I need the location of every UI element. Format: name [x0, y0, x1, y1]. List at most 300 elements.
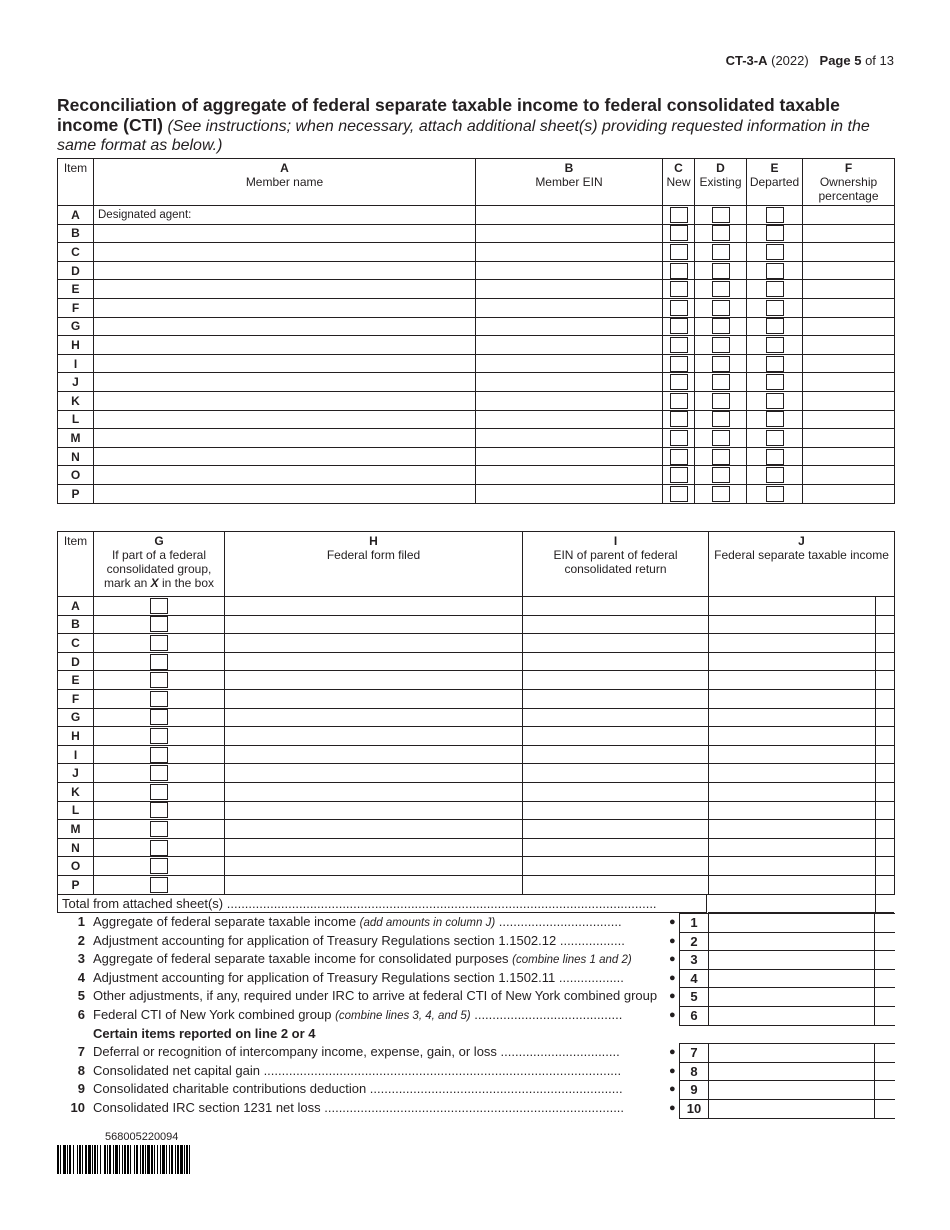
- federal-income-table: [57, 531, 895, 895]
- line-amount-field[interactable]: [708, 1080, 874, 1100]
- line-leader-dots: ......................................................................: [366, 1081, 623, 1097]
- ownership-percentage-field[interactable]: [803, 354, 895, 373]
- federal-row: [58, 875, 895, 894]
- member-ein-field[interactable]: [476, 373, 663, 392]
- line-text: Federal CTI of New York combined group: [93, 1006, 336, 1022]
- member-row: [58, 317, 895, 336]
- federal-income-table-body: [58, 597, 895, 895]
- existing-checkbox[interactable]: [712, 374, 730, 390]
- federal-form-field[interactable]: [225, 634, 523, 653]
- separate-income-field[interactable]: [709, 875, 876, 894]
- line-amount-field[interactable]: [708, 969, 874, 989]
- separate-income-cents[interactable]: [876, 615, 895, 634]
- departed-checkbox[interactable]: [766, 467, 784, 483]
- cell-existing: [695, 317, 747, 336]
- cell-departed: [747, 354, 803, 373]
- cell-existing: [695, 298, 747, 317]
- separate-income-field[interactable]: [709, 671, 876, 690]
- cell-departed: [747, 280, 803, 299]
- cell-departed: [747, 336, 803, 355]
- member-name-field[interactable]: [94, 336, 476, 355]
- separate-income-cents[interactable]: [876, 745, 895, 764]
- line-amount-field[interactable]: [708, 932, 874, 952]
- existing-checkbox[interactable]: [712, 263, 730, 279]
- line-amount-field[interactable]: [708, 1062, 874, 1082]
- line-description: [93, 1080, 683, 1100]
- line-text: Consolidated IRC section 1231 net loss: [93, 1099, 321, 1115]
- member-name-field[interactable]: [94, 298, 476, 317]
- line-description: [93, 1062, 683, 1082]
- member-ein-field[interactable]: [476, 206, 663, 225]
- parent-ein-field[interactable]: [523, 857, 709, 876]
- row-letter: B: [58, 615, 94, 634]
- line-cents-field[interactable]: [874, 1099, 895, 1119]
- federal-form-field[interactable]: [225, 875, 523, 894]
- member-name-field[interactable]: [94, 373, 476, 392]
- member-name-field[interactable]: [94, 447, 476, 466]
- consolidated-group-checkbox[interactable]: [150, 672, 168, 688]
- consolidated-group-checkbox[interactable]: [150, 784, 168, 800]
- separate-income-cents[interactable]: [876, 764, 895, 783]
- existing-checkbox[interactable]: [712, 207, 730, 223]
- new-checkbox[interactable]: [670, 300, 688, 316]
- line-amount-field[interactable]: [708, 1043, 874, 1063]
- existing-checkbox[interactable]: [712, 318, 730, 334]
- separate-income-field[interactable]: [709, 838, 876, 857]
- existing-checkbox[interactable]: [712, 337, 730, 353]
- cell-new: [663, 224, 695, 243]
- cell-consolidated-group: [94, 875, 225, 894]
- member-name-field[interactable]: [94, 317, 476, 336]
- parent-ein-field[interactable]: [523, 875, 709, 894]
- bullet-icon: ●: [669, 1046, 676, 1059]
- row-letter: H: [58, 336, 94, 355]
- consolidated-group-checkbox[interactable]: [150, 858, 168, 874]
- ownership-percentage-field[interactable]: [803, 429, 895, 448]
- new-checkbox[interactable]: [670, 244, 688, 260]
- existing-checkbox[interactable]: [712, 486, 730, 502]
- row-letter: F: [58, 298, 94, 317]
- federal-form-field[interactable]: [225, 857, 523, 876]
- separate-income-field[interactable]: [709, 615, 876, 634]
- members-table-body: [58, 206, 895, 504]
- line-note: (combine lines 3, 4, and 5): [335, 1009, 471, 1022]
- departed-checkbox[interactable]: [766, 225, 784, 241]
- existing-checkbox[interactable]: [712, 411, 730, 427]
- line-number: 9: [77, 1081, 85, 1097]
- federal-form-field[interactable]: [225, 671, 523, 690]
- parent-ein-field[interactable]: [523, 745, 709, 764]
- parent-ein-field[interactable]: [523, 671, 709, 690]
- parent-ein-field[interactable]: [523, 689, 709, 708]
- ownership-percentage-field[interactable]: [803, 484, 895, 503]
- consolidated-group-checkbox[interactable]: [150, 616, 168, 632]
- existing-checkbox[interactable]: [712, 467, 730, 483]
- line-9: [57, 1080, 894, 1099]
- parent-ein-field[interactable]: [523, 615, 709, 634]
- consolidated-group-checkbox[interactable]: [150, 598, 168, 614]
- cell-departed: [747, 298, 803, 317]
- cell-departed: [747, 410, 803, 429]
- page-header: [726, 53, 894, 68]
- member-ein-field[interactable]: [476, 243, 663, 262]
- member-ein-field[interactable]: [476, 317, 663, 336]
- existing-checkbox[interactable]: [712, 430, 730, 446]
- row-letter: J: [58, 373, 94, 392]
- member-name-field[interactable]: [94, 243, 476, 262]
- federal-row: [58, 838, 895, 857]
- member-row: [58, 391, 895, 410]
- separate-income-field[interactable]: [709, 597, 876, 616]
- parent-ein-field[interactable]: [523, 764, 709, 783]
- member-name-field[interactable]: [94, 391, 476, 410]
- separate-income-field[interactable]: [709, 801, 876, 820]
- cell-consolidated-group: [94, 838, 225, 857]
- bullet-icon: ●: [669, 990, 676, 1003]
- new-checkbox[interactable]: [670, 486, 688, 502]
- separate-income-cents[interactable]: [876, 652, 895, 671]
- cell-new: [663, 484, 695, 503]
- new-checkbox[interactable]: [670, 318, 688, 334]
- line-box-number: 10: [679, 1099, 709, 1119]
- row-letter: P: [58, 484, 94, 503]
- line-leader-dots: ..................................: [495, 914, 622, 929]
- row-letter: K: [58, 391, 94, 410]
- separate-income-cents[interactable]: [876, 727, 895, 746]
- departed-checkbox[interactable]: [766, 374, 784, 390]
- barcode: [57, 1145, 192, 1174]
- federal-row: [58, 652, 895, 671]
- new-checkbox[interactable]: [670, 393, 688, 409]
- member-ein-field[interactable]: [476, 391, 663, 410]
- member-row: [58, 243, 895, 262]
- row-letter: F: [58, 689, 94, 708]
- cell-departed: [747, 261, 803, 280]
- member-ein-field[interactable]: [476, 224, 663, 243]
- departed-checkbox[interactable]: [766, 281, 784, 297]
- consolidated-group-checkbox[interactable]: [150, 728, 168, 744]
- separate-income-cents[interactable]: [876, 671, 895, 690]
- departed-checkbox[interactable]: [766, 449, 784, 465]
- member-name-field[interactable]: [94, 429, 476, 448]
- departed-checkbox[interactable]: [766, 207, 784, 223]
- separate-income-cents[interactable]: [876, 875, 895, 894]
- col-a-header: A Member name: [94, 159, 476, 206]
- departed-checkbox[interactable]: [766, 300, 784, 316]
- line-6: [57, 1006, 894, 1025]
- new-checkbox[interactable]: [670, 337, 688, 353]
- total-attached-amount[interactable]: [708, 894, 894, 913]
- existing-checkbox[interactable]: [712, 281, 730, 297]
- line-box-number: 7: [679, 1043, 709, 1063]
- departed-checkbox[interactable]: [766, 411, 784, 427]
- col-h-header: H Federal form filed: [225, 532, 523, 597]
- new-checkbox[interactable]: [670, 374, 688, 390]
- ownership-percentage-field[interactable]: [803, 317, 895, 336]
- bullet-icon: ●: [669, 1064, 676, 1077]
- federal-form-field[interactable]: [225, 801, 523, 820]
- existing-checkbox[interactable]: [712, 356, 730, 372]
- ownership-percentage-field[interactable]: [803, 224, 895, 243]
- separate-income-cents[interactable]: [876, 597, 895, 616]
- separate-income-cents[interactable]: [876, 820, 895, 839]
- line-cents-field[interactable]: [874, 932, 895, 952]
- member-name-field[interactable]: [94, 410, 476, 429]
- federal-form-field[interactable]: [225, 689, 523, 708]
- member-ein-field[interactable]: [476, 354, 663, 373]
- separate-income-cents[interactable]: [876, 838, 895, 857]
- consolidated-group-checkbox[interactable]: [150, 691, 168, 707]
- departed-checkbox[interactable]: [766, 318, 784, 334]
- separate-income-field[interactable]: [709, 727, 876, 746]
- line-box-number: 4: [679, 969, 709, 989]
- new-checkbox[interactable]: [670, 225, 688, 241]
- federal-form-field[interactable]: [225, 615, 523, 634]
- member-ein-field[interactable]: [476, 466, 663, 485]
- total-attached-label: Total from attached sheet(s) .......................................................................................................................: [57, 894, 707, 913]
- line-amount-field[interactable]: [708, 950, 874, 970]
- cell-departed: [747, 206, 803, 225]
- line-amount-field[interactable]: [708, 987, 874, 1007]
- member-row: [58, 280, 895, 299]
- existing-checkbox[interactable]: [712, 225, 730, 241]
- line-number: 5: [77, 988, 85, 1004]
- separate-income-field[interactable]: [709, 782, 876, 801]
- cell-new: [663, 336, 695, 355]
- ownership-percentage-field[interactable]: [803, 336, 895, 355]
- consolidated-group-checkbox[interactable]: [150, 709, 168, 725]
- member-ein-field[interactable]: [476, 280, 663, 299]
- separate-income-cents[interactable]: [876, 708, 895, 727]
- consolidated-group-checkbox[interactable]: [150, 747, 168, 763]
- ownership-percentage-field[interactable]: [803, 261, 895, 280]
- member-name-field[interactable]: [94, 206, 476, 225]
- new-checkbox[interactable]: [670, 281, 688, 297]
- line-amount-field[interactable]: [708, 1099, 874, 1119]
- departed-checkbox[interactable]: [766, 356, 784, 372]
- ownership-percentage-field[interactable]: [803, 410, 895, 429]
- separate-income-field[interactable]: [709, 745, 876, 764]
- federal-form-field[interactable]: [225, 745, 523, 764]
- parent-ein-field[interactable]: [523, 634, 709, 653]
- federal-form-field[interactable]: [225, 764, 523, 783]
- bullet-icon: ●: [669, 934, 676, 947]
- consolidated-group-checkbox[interactable]: [150, 840, 168, 856]
- line-7: [57, 1043, 894, 1062]
- consolidated-group-checkbox[interactable]: [150, 654, 168, 670]
- row-letter: E: [58, 671, 94, 690]
- member-ein-field[interactable]: [476, 410, 663, 429]
- federal-row: [58, 634, 895, 653]
- line-leader-dots: ..................: [556, 932, 625, 948]
- new-checkbox[interactable]: [670, 356, 688, 372]
- new-checkbox[interactable]: [670, 449, 688, 465]
- line-amount-field[interactable]: [708, 913, 874, 933]
- row-letter: P: [58, 875, 94, 894]
- parent-ein-field[interactable]: [523, 727, 709, 746]
- federal-row: [58, 820, 895, 839]
- row-letter: L: [58, 801, 94, 820]
- ownership-percentage-field[interactable]: [803, 447, 895, 466]
- ownership-percentage-field[interactable]: [803, 298, 895, 317]
- member-ein-field[interactable]: [476, 261, 663, 280]
- barcode-bar: [190, 1145, 192, 1174]
- separate-income-field[interactable]: [709, 857, 876, 876]
- line-cents-field[interactable]: [874, 1043, 895, 1063]
- form-year: (2022): [771, 53, 809, 68]
- total-attached-cents[interactable]: [875, 894, 894, 913]
- parent-ein-field[interactable]: [523, 652, 709, 671]
- row-letter: H: [58, 727, 94, 746]
- line-cents-field[interactable]: [874, 1062, 895, 1082]
- departed-checkbox[interactable]: [766, 486, 784, 502]
- cell-existing: [695, 373, 747, 392]
- line-number: 10: [70, 1099, 85, 1115]
- cell-existing: [695, 354, 747, 373]
- line-amount-field[interactable]: [708, 1006, 874, 1026]
- row-letter: B: [58, 224, 94, 243]
- member-name-field[interactable]: [94, 354, 476, 373]
- line-number: 4: [77, 969, 85, 985]
- ownership-percentage-field[interactable]: [803, 466, 895, 485]
- federal-form-field[interactable]: [225, 708, 523, 727]
- departed-checkbox[interactable]: [766, 430, 784, 446]
- existing-checkbox[interactable]: [712, 244, 730, 260]
- row-letter: E: [58, 280, 94, 299]
- departed-checkbox[interactable]: [766, 337, 784, 353]
- line-cents-field[interactable]: [874, 987, 895, 1007]
- separate-income-field[interactable]: [709, 652, 876, 671]
- parent-ein-field[interactable]: [523, 597, 709, 616]
- departed-checkbox[interactable]: [766, 244, 784, 260]
- member-name-field[interactable]: [94, 466, 476, 485]
- federal-form-field[interactable]: [225, 652, 523, 671]
- line-note: (combine lines 1 and 2): [512, 954, 632, 967]
- bullet-icon: ●: [669, 953, 676, 966]
- bullet-icon: ●: [669, 1083, 676, 1096]
- new-checkbox[interactable]: [670, 430, 688, 446]
- line-cents-field[interactable]: [874, 950, 895, 970]
- row-letter: J: [58, 764, 94, 783]
- consolidated-group-checkbox[interactable]: [150, 821, 168, 837]
- line-box-number: 6: [679, 1006, 709, 1026]
- consolidated-group-checkbox[interactable]: [150, 635, 168, 651]
- separate-income-field[interactable]: [709, 634, 876, 653]
- member-name-field[interactable]: [94, 224, 476, 243]
- cell-existing: [695, 280, 747, 299]
- cell-consolidated-group: [94, 689, 225, 708]
- line-text: Other adjustments, if any, required under IRC to arrive at federal CTI of New York combined group: [93, 988, 658, 1004]
- consolidated-group-checkbox[interactable]: [150, 765, 168, 781]
- cell-new: [663, 206, 695, 225]
- consolidated-group-checkbox[interactable]: [150, 877, 168, 893]
- consolidated-group-checkbox[interactable]: [150, 802, 168, 818]
- member-name-field[interactable]: [94, 484, 476, 503]
- ownership-percentage-field[interactable]: [803, 243, 895, 262]
- line-cents-field[interactable]: [874, 913, 895, 933]
- cell-existing: [695, 484, 747, 503]
- line-description: [93, 932, 683, 952]
- member-name-field[interactable]: [94, 280, 476, 299]
- member-ein-field[interactable]: [476, 336, 663, 355]
- federal-row: [58, 671, 895, 690]
- col-b-header: B Member EIN: [476, 159, 663, 206]
- separate-income-cents[interactable]: [876, 782, 895, 801]
- row-letter: I: [58, 745, 94, 764]
- line-cents-field[interactable]: [874, 1080, 895, 1100]
- new-checkbox[interactable]: [670, 411, 688, 427]
- federal-form-field[interactable]: [225, 820, 523, 839]
- members-table: [57, 158, 895, 504]
- col-d-header: D Existing: [695, 159, 747, 206]
- new-checkbox[interactable]: [670, 207, 688, 223]
- federal-form-field[interactable]: [225, 727, 523, 746]
- existing-checkbox[interactable]: [712, 449, 730, 465]
- cell-consolidated-group: [94, 820, 225, 839]
- parent-ein-field[interactable]: [523, 801, 709, 820]
- row-letter: A: [58, 597, 94, 616]
- line-cents-field[interactable]: [874, 969, 895, 989]
- separate-income-cents[interactable]: [876, 857, 895, 876]
- cell-consolidated-group: [94, 671, 225, 690]
- member-name-field[interactable]: [94, 261, 476, 280]
- parent-ein-field[interactable]: [523, 782, 709, 801]
- line-number: 3: [77, 951, 85, 967]
- member-row: [58, 410, 895, 429]
- federal-form-field[interactable]: [225, 597, 523, 616]
- member-ein-field[interactable]: [476, 484, 663, 503]
- row-letter: A: [58, 206, 94, 225]
- departed-checkbox[interactable]: [766, 393, 784, 409]
- separate-income-cents[interactable]: [876, 801, 895, 820]
- new-checkbox[interactable]: [670, 467, 688, 483]
- member-ein-field[interactable]: [476, 298, 663, 317]
- parent-ein-field[interactable]: [523, 838, 709, 857]
- federal-form-field[interactable]: [225, 838, 523, 857]
- parent-ein-field[interactable]: [523, 708, 709, 727]
- separate-income-field[interactable]: [709, 820, 876, 839]
- separate-income-field[interactable]: [709, 689, 876, 708]
- ownership-percentage-field[interactable]: [803, 280, 895, 299]
- separate-income-cents[interactable]: [876, 689, 895, 708]
- member-ein-field[interactable]: [476, 447, 663, 466]
- line-cents-field[interactable]: [874, 1006, 895, 1026]
- ownership-percentage-field[interactable]: [803, 373, 895, 392]
- parent-ein-field[interactable]: [523, 820, 709, 839]
- separate-income-field[interactable]: [709, 708, 876, 727]
- bullet-icon: ●: [669, 1101, 676, 1114]
- new-checkbox[interactable]: [670, 263, 688, 279]
- existing-checkbox[interactable]: [712, 393, 730, 409]
- line-description: [93, 913, 683, 933]
- cell-existing: [695, 466, 747, 485]
- federal-form-field[interactable]: [225, 782, 523, 801]
- cell-existing: [695, 206, 747, 225]
- line-description: [93, 969, 683, 989]
- departed-checkbox[interactable]: [766, 263, 784, 279]
- existing-checkbox[interactable]: [712, 300, 730, 316]
- line-10: [57, 1099, 894, 1118]
- line-box-number: 8: [679, 1062, 709, 1082]
- separate-income-cents[interactable]: [876, 634, 895, 653]
- member-ein-field[interactable]: [476, 429, 663, 448]
- federal-row: [58, 764, 895, 783]
- cell-consolidated-group: [94, 857, 225, 876]
- ownership-percentage-field[interactable]: [803, 391, 895, 410]
- cell-existing: [695, 410, 747, 429]
- separate-income-field[interactable]: [709, 764, 876, 783]
- ownership-percentage-field[interactable]: [803, 206, 895, 225]
